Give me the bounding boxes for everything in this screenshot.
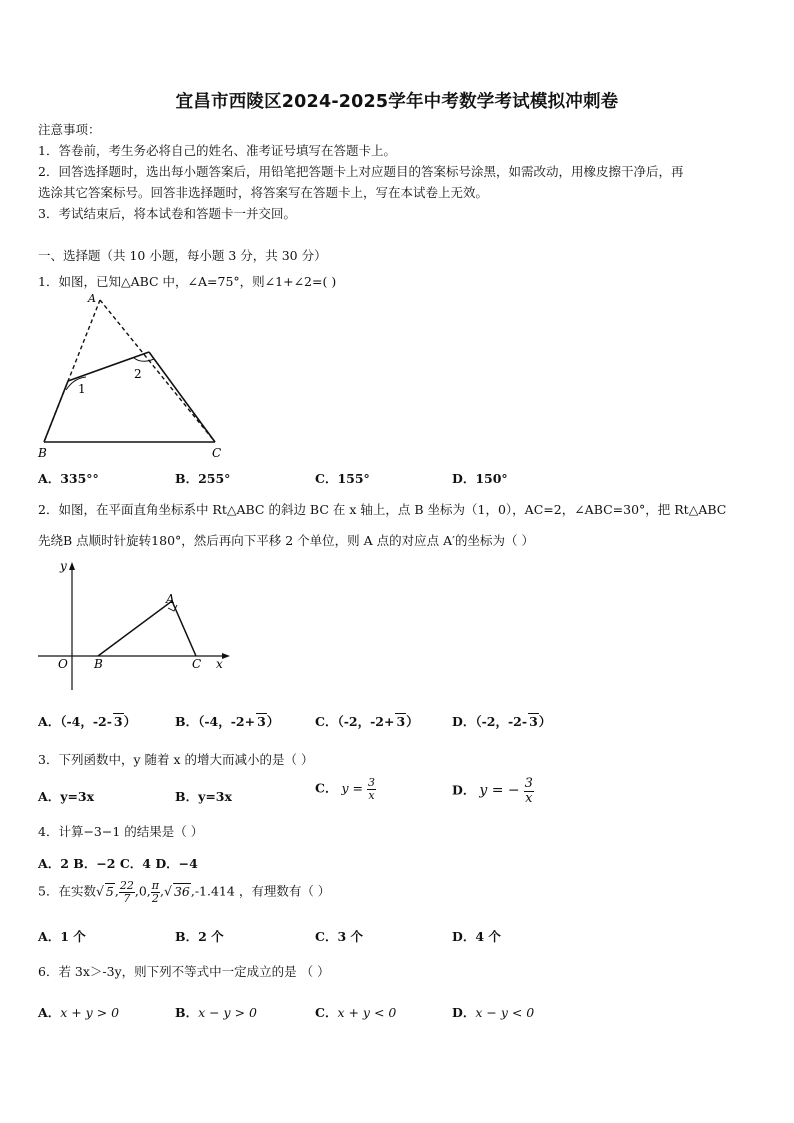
fraction: $\frac{\pi}{2}$: [151, 879, 159, 905]
option-a[interactable]: A．1 个: [38, 929, 86, 944]
option-c[interactable]: C．3 个: [315, 929, 363, 944]
option-c[interactable]: C．155°: [315, 471, 370, 486]
option-b[interactable]: B．y=3x: [175, 789, 232, 804]
option-c[interactable]: C．（-2，-2+ 3）: [315, 714, 419, 729]
axis-label-y: y: [60, 559, 67, 573]
question-3-stem: 3．下列函数中，y 随着 x 的增大而减小的是（ ）: [38, 752, 314, 767]
option-d[interactable]: D．150°: [452, 471, 508, 486]
sqrt-3: 3: [257, 714, 266, 729]
option-c[interactable]: C．x + y < 0: [315, 1005, 397, 1020]
sqrt-3: 3: [113, 714, 123, 729]
triangle-figure: [30, 292, 230, 462]
question-4-stem: 4．计算−3−1 的结果是（ ）: [38, 824, 204, 839]
option-d[interactable]: D．4 个: [452, 929, 501, 944]
page-title: 宜昌市西陵区2024-2025学年中考数学考试模拟冲刺卷: [175, 92, 619, 112]
option-a[interactable]: A．335°°: [38, 471, 99, 486]
option-a[interactable]: A．y=3x: [38, 789, 95, 804]
option-d[interactable]: D．（-2，-2- 3）: [452, 714, 552, 729]
notice-item: 选涂其它答案标号。回答非选择题时，将答案写在答题卡上，写在本试卷上无效。: [38, 185, 489, 200]
fraction: $\frac{22}{7}$: [119, 879, 134, 905]
option-b[interactable]: B．255°: [175, 471, 231, 486]
notice-item: 1．答卷前，考生务必将自己的姓名、准考证号填写在答题卡上。: [38, 143, 396, 158]
angle-label-2: 2: [134, 367, 142, 381]
notice-item: 2．回答选择题时，选出每小题答案后，用铅笔把答题卡上对应题目的答案标号涂黑，如需改动，用橡皮擦干净后，再: [38, 164, 684, 179]
axis-label-x: x: [216, 657, 223, 671]
option-c[interactable]: C． y = $\frac{3}{x}$: [315, 776, 375, 802]
question-4-options[interactable]: A．2 B．−2 C．4 D．−4: [38, 856, 198, 871]
section-heading: 一、选择题（共 10 小题，每小题 3 分，共 30 分）: [38, 248, 327, 263]
fraction: $\frac{3}{x}$: [524, 776, 533, 806]
option-b[interactable]: B．（-4，-2+ 3）: [175, 714, 280, 729]
point-label-a: A: [166, 592, 175, 606]
notice-heading: 注意事项：: [38, 122, 101, 137]
vertex-label-c: C: [212, 446, 222, 460]
vertex-label-a: A: [88, 292, 96, 305]
angle-label-1: 1: [78, 382, 86, 396]
question-2-stem: 2．如图，在平面直角坐标系中 Rt△ABC 的斜边 BC 在 x 轴上，点 B 坐标为（1，0），AC=2，∠ABC=30°，把 Rt△ABC: [38, 502, 727, 517]
option-b[interactable]: B．x − y > 0: [175, 1005, 257, 1020]
option-a[interactable]: A．（-4，-2- 3）: [38, 714, 137, 729]
sqrt-3: 3: [529, 714, 538, 729]
vertex-label-b: B: [38, 446, 47, 460]
point-label-c: C: [192, 657, 202, 671]
origin-label: O: [58, 657, 68, 671]
option-d[interactable]: D．x − y < 0: [452, 1005, 535, 1020]
option-a[interactable]: A．x + y > 0: [38, 1005, 120, 1020]
notice-item: 3．考试结束后，将本试卷和答题卡一并交回。: [38, 206, 296, 221]
sqrt-3: 3: [396, 714, 406, 729]
option-b[interactable]: B．2 个: [175, 929, 224, 944]
option-d[interactable]: D． y = − $\frac{3}{x}$: [452, 776, 533, 806]
fraction: $\frac{3}{x}$: [367, 776, 375, 802]
point-label-b: B: [94, 657, 103, 671]
question-1-stem: 1．如图，已知△ABC 中，∠A=75°，则∠1+∠2=( ): [38, 274, 337, 289]
question-5-stem: 5．在实数√ 5, $\frac{22}{7}$ ,0, $\frac{\pi}{2}$ ,√ 36,-1.414 ，有理数有（ ）: [38, 879, 331, 905]
coordinate-figure: [36, 558, 236, 693]
question-2-stem: 先绕B 点顺时针旋转180°，然后再向下平移 2 个单位，则 A 点的对应点 A′的坐标为（ ）: [38, 533, 534, 548]
question-6-stem: 6．若 3x＞-3y，则下列不等式中一定成立的是 （ ）: [38, 964, 330, 979]
